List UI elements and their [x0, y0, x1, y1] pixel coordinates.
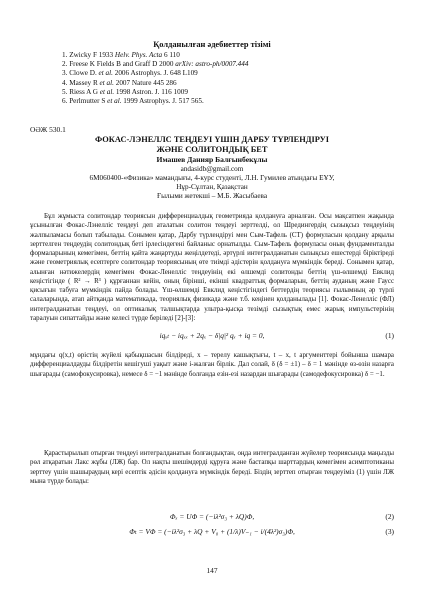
body-paragraph: Бұл жұмыста солитондар теориясын дифференциалдық геометрияда қолдануға арналған. Осы мақсатпен жақында ұсынылған Фокас-Лэнелліс теңдеуі деп аталатын солитон теңдеуі зерттелді, ол Шредингердің сызықсыз теңдеуінің жалпыламасы болып табылады. Сонымен қатар, Дарбу түрлендіруі мен Сым-Тафель (СТ) формуласын қолдану арқылы зерттелген теңдеудің солитондық беті ірлесіндегені байланыс орнатылды. Сым-Тафель формуласы оның фундаменталды формаларының кемегімен, беттің қайта жаңартуды жеңілдетеді, әртүрлі интегралданатын сызықсыз ешестерді біріктіреді және геометриялық есептерге солитондар теориясының өте тиімді әдістерін қолдануға мүмкіндік береді. Сонымен қатар, алынған нәтижелердің кемегімен Фокас-Ленелліс теңдеуінің екі өлшемді солитонды беттің үш-өлшемді Евклид кеңістігінде ( R² → R³ ) құрғаннан кейін, оның бірінші, екінші квадраттық формаларын, беттің ауданың және Гаусс қисығын табуға мүмкіндік пайда болады. Үш-өлшемді Евклид кеңістігіндегі беттердің теориясы ғылымның әр түрлі салаларында, атап айтқанда математикада, теориялық физикада және т.б. кеңінен қолданылады [1]. Фокас-Ленелліс (ФЛ) интегралданатын теңдеуі, ол оптикалық талшықтарда ультра-қысқа тезімді сызықтық емес жарық импульстерінің таралуын сипаттайды және келесі түрде беріледі [2]-[3]: — [30, 213, 394, 322]
supervisor: Ғылыми жетекші – М.Б. Жасыбаева — [156, 192, 268, 200]
article-title-line2: ЖӘНЕ СОЛИТОНДЫҚ БЕТ — [156, 145, 268, 154]
equation-expression: Φₜ = VΦ = (−iλ²σ₃ + λQ + V₀ + (1/λ)V₋₁ − i/(4λ²)σ₃)Φ, — [129, 527, 295, 536]
reference-item: 2. Freese K Fields B and Graff D 2000 arXiv: astro-ph/0007.444 — [62, 60, 249, 69]
author-name: Имашев Данияр Балғынбекұлы — [156, 155, 268, 164]
body-paragraph: Қарастырылып отырған теңдеуі интегралданатын болғандықтан, оңда интегралданған жүйелер теориясында маңызды рөл атқаратын Лакс жұбы (ЛЖ) бар. Ол нақты шешімдерді құруға және бастапқы шарттардың кемегімен асимптотиканы зерттеу үшін шашыраудың кері есептік әдісін қолдануға мүмкіндік береді. Біздің зерттеп отырған теңдеуіміз (1) үшін ЛЖ мына түрде болады: — [30, 450, 394, 485]
body-paragraph: мұндағы q(x,t) өрістің жүйелі қабықшасын білдіреді, x – терелу кашықтығы, t – x, t аргументтері бойынша шамара дифференциалдауды білдіретін кешігуші уақыт және i-жалған бірлік. Дал солай, δ (δ = ±1) – δ = 1 мәнінде өз-өзін назарға шығарады (самофокусировка), немесе δ = −1 мәнінде болғанда езін-езі назардан шығарады (самодефокусировка) δ = −1. — [30, 352, 394, 378]
reference-item: 3. Clowe D. et al. 2006 Astrophys. J. 648 L109 — [62, 69, 198, 78]
article-title-line1: ФОКАС-ЛЭНЕЛЛС ТЕҢДЕУІ ҮШІН ДАРБУ ТҮРЛЕНДІРУІ — [94, 135, 330, 144]
references-heading: Қолданылған әдебиеттер тізімі — [153, 40, 271, 49]
references-list — [62, 51, 362, 106]
reference-item: 4. Massey R et al. 2007 Nature 445 286 — [62, 78, 177, 87]
author-email: andasidb@gmail.com — [180, 165, 244, 173]
page-number: 147 — [206, 566, 218, 575]
author-affiliation: 6М060400-«Физика» мамандығы, 4-курс студенті, Л.Н. Гумилев атындағы ЕҰУ, — [89, 174, 335, 182]
udk-code: ОӘЖ 530.1 — [30, 125, 66, 134]
reference-item: 6. Perlmutter S et al. 1999 Astrophys. J. 517 565. — [62, 97, 204, 106]
reference-item: 1. Zwicky F 1933 Helv. Phys. Acta 6 110 — [62, 51, 180, 59]
equation-expression: Φₓ = UΦ = (−iλ²σ₃ + λQ)Φ, — [169, 512, 255, 521]
equation-number: (1) — [385, 331, 394, 340]
reference-item: 5. Riess A G et al. 1998 Astron. J. 116 1009 — [62, 87, 188, 96]
equation-number: (3) — [385, 527, 394, 536]
author-city: Нұр-Сұлтан, Қазақстан — [176, 183, 248, 191]
equation-expression: iqₓₜ − iqₓₓ + 2qₓ − δ|q|² qₓ + iq = 0, — [159, 331, 265, 340]
equation-number: (2) — [385, 512, 394, 521]
